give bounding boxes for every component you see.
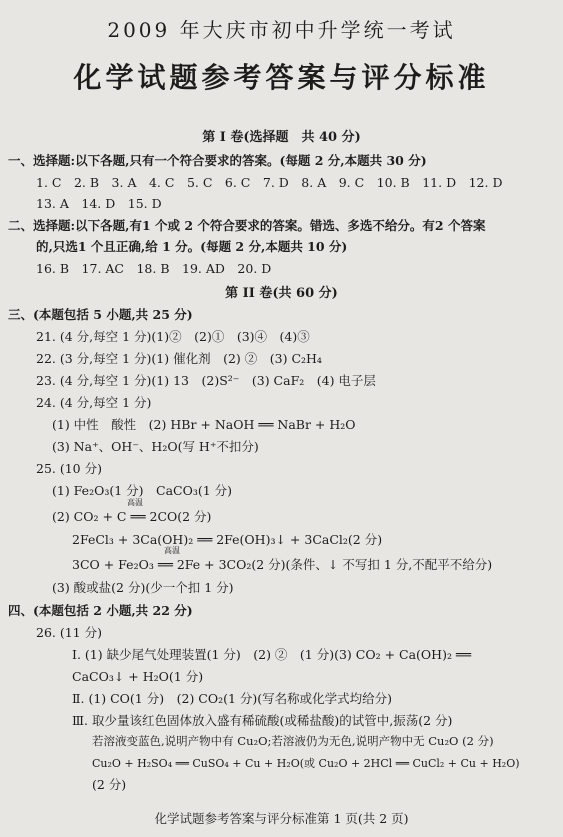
answer-line: Ⅲ. 取少量该红色固体放入盛有稀硫酸(或稀盐酸)的试管中,振荡(2 分) (72, 713, 453, 728)
answer-line: (2 分) (92, 777, 127, 792)
answer-line: Ⅰ. (1) 缺少尾气处理装置(1 分) (2) ② (1 分)(3) CO₂ + Ca(OH)₂ ══ (72, 647, 471, 662)
q2-answers-line1: 16. B 17. AC 18. B 19. AD 20. D (36, 261, 272, 276)
q3-heading: 三、(本题包括 5 小题,共 25 分) (8, 307, 193, 322)
answer-line: 26. (11 分) (36, 625, 102, 640)
q1-answers-line2: 13. A 14. D 15. D (36, 196, 162, 211)
answer-line: CaCO₃↓ + H₂O(1 分) (72, 669, 204, 684)
answer-line: (3) Na⁺、OH⁻、H₂O(写 H⁺不扣分) (52, 439, 259, 454)
answer-line: Ⅱ. (1) CO(1 分) (2) CO₂(1 分)(写名称或化学式均给分) (72, 691, 393, 706)
answer-line: 22. (3 分,每空 1 分)(1) 催化剂 (2) ② (3) C₂H₄ (36, 351, 322, 366)
answer-line: (2) CO₂ + C ══ 2CO(2 分) (52, 509, 212, 524)
answer-line: 25. (10 分) (36, 461, 102, 476)
document-title: 化学试题参考答案与评分标准 (73, 61, 490, 94)
answer-line: 2FeCl₃ + 3Ca(OH)₂ ══ 2Fe(OH)₃↓ + 3CaCl₂(2 分) (72, 532, 383, 547)
answer-line: 24. (4 分,每空 1 分) (36, 395, 152, 410)
answer-line: Cu₂O + H₂SO₄ ══ CuSO₄ + Cu + H₂O(或 Cu₂O + 2HCl ══ CuCl₂ + Cu + H₂O) (92, 757, 520, 770)
part2-heading: 第 II 卷(共 60 分) (225, 286, 338, 301)
condition-label: 高温 (164, 546, 180, 555)
part1-heading: 第 I 卷(选择题 共 40 分) (202, 130, 361, 145)
answer-line: 21. (4 分,每空 1 分)(1)② (2)① (3)④ (4)③ (36, 329, 310, 344)
exam-title: 2009 年大庆市初中升学统一考试 (107, 18, 456, 42)
answer-line: 若溶液变蓝色,说明产物中有 Cu₂O;若溶液仍为无色,说明产物中无 Cu₂O (2 分) (92, 734, 494, 748)
q2-heading-1: 二、选择题:以下各题,有1 个或 2 个符合要求的答案。错选、多选不给分。有2 个答案 (8, 218, 486, 233)
answer-line: (1) Fe₂O₃(1 分) CaCO₃(1 分) (52, 483, 233, 498)
q1-answers-line1: 1. C 2. B 3. A 4. C 5. C 6. C 7. D 8. A 9. C 10. B 11. D 12. D (36, 175, 503, 190)
page-footer: 化学试题参考答案与评分标准第 1 页(共 2 页) (154, 811, 409, 826)
answer-line: (3) 酸或盐(2 分)(少一个扣 1 分) (52, 580, 234, 595)
answer-line: 23. (4 分,每空 1 分)(1) 13 (2)S²⁻ (3) CaF₂ (4) 电子层 (36, 373, 376, 388)
q2-heading-2: 的,只选1 个且正确,给 1 分。(每题 2 分,本题共 10 分) (36, 239, 348, 254)
q4-heading: 四、(本题包括 2 小题,共 22 分) (8, 603, 193, 618)
answer-line: (1) 中性 酸性 (2) HBr + NaOH ══ NaBr + H₂O (52, 417, 356, 432)
condition-label: 高温 (127, 498, 143, 507)
answer-line: 3CO + Fe₂O₃ ══ 2Fe + 3CO₂(2 分)(条件、↓ 不写扣 1 分,不配平不给分) (72, 557, 493, 572)
q1-heading: 一、选择题:以下各题,只有一个符合要求的答案。(每题 2 分,本题共 30 分) (8, 153, 427, 168)
